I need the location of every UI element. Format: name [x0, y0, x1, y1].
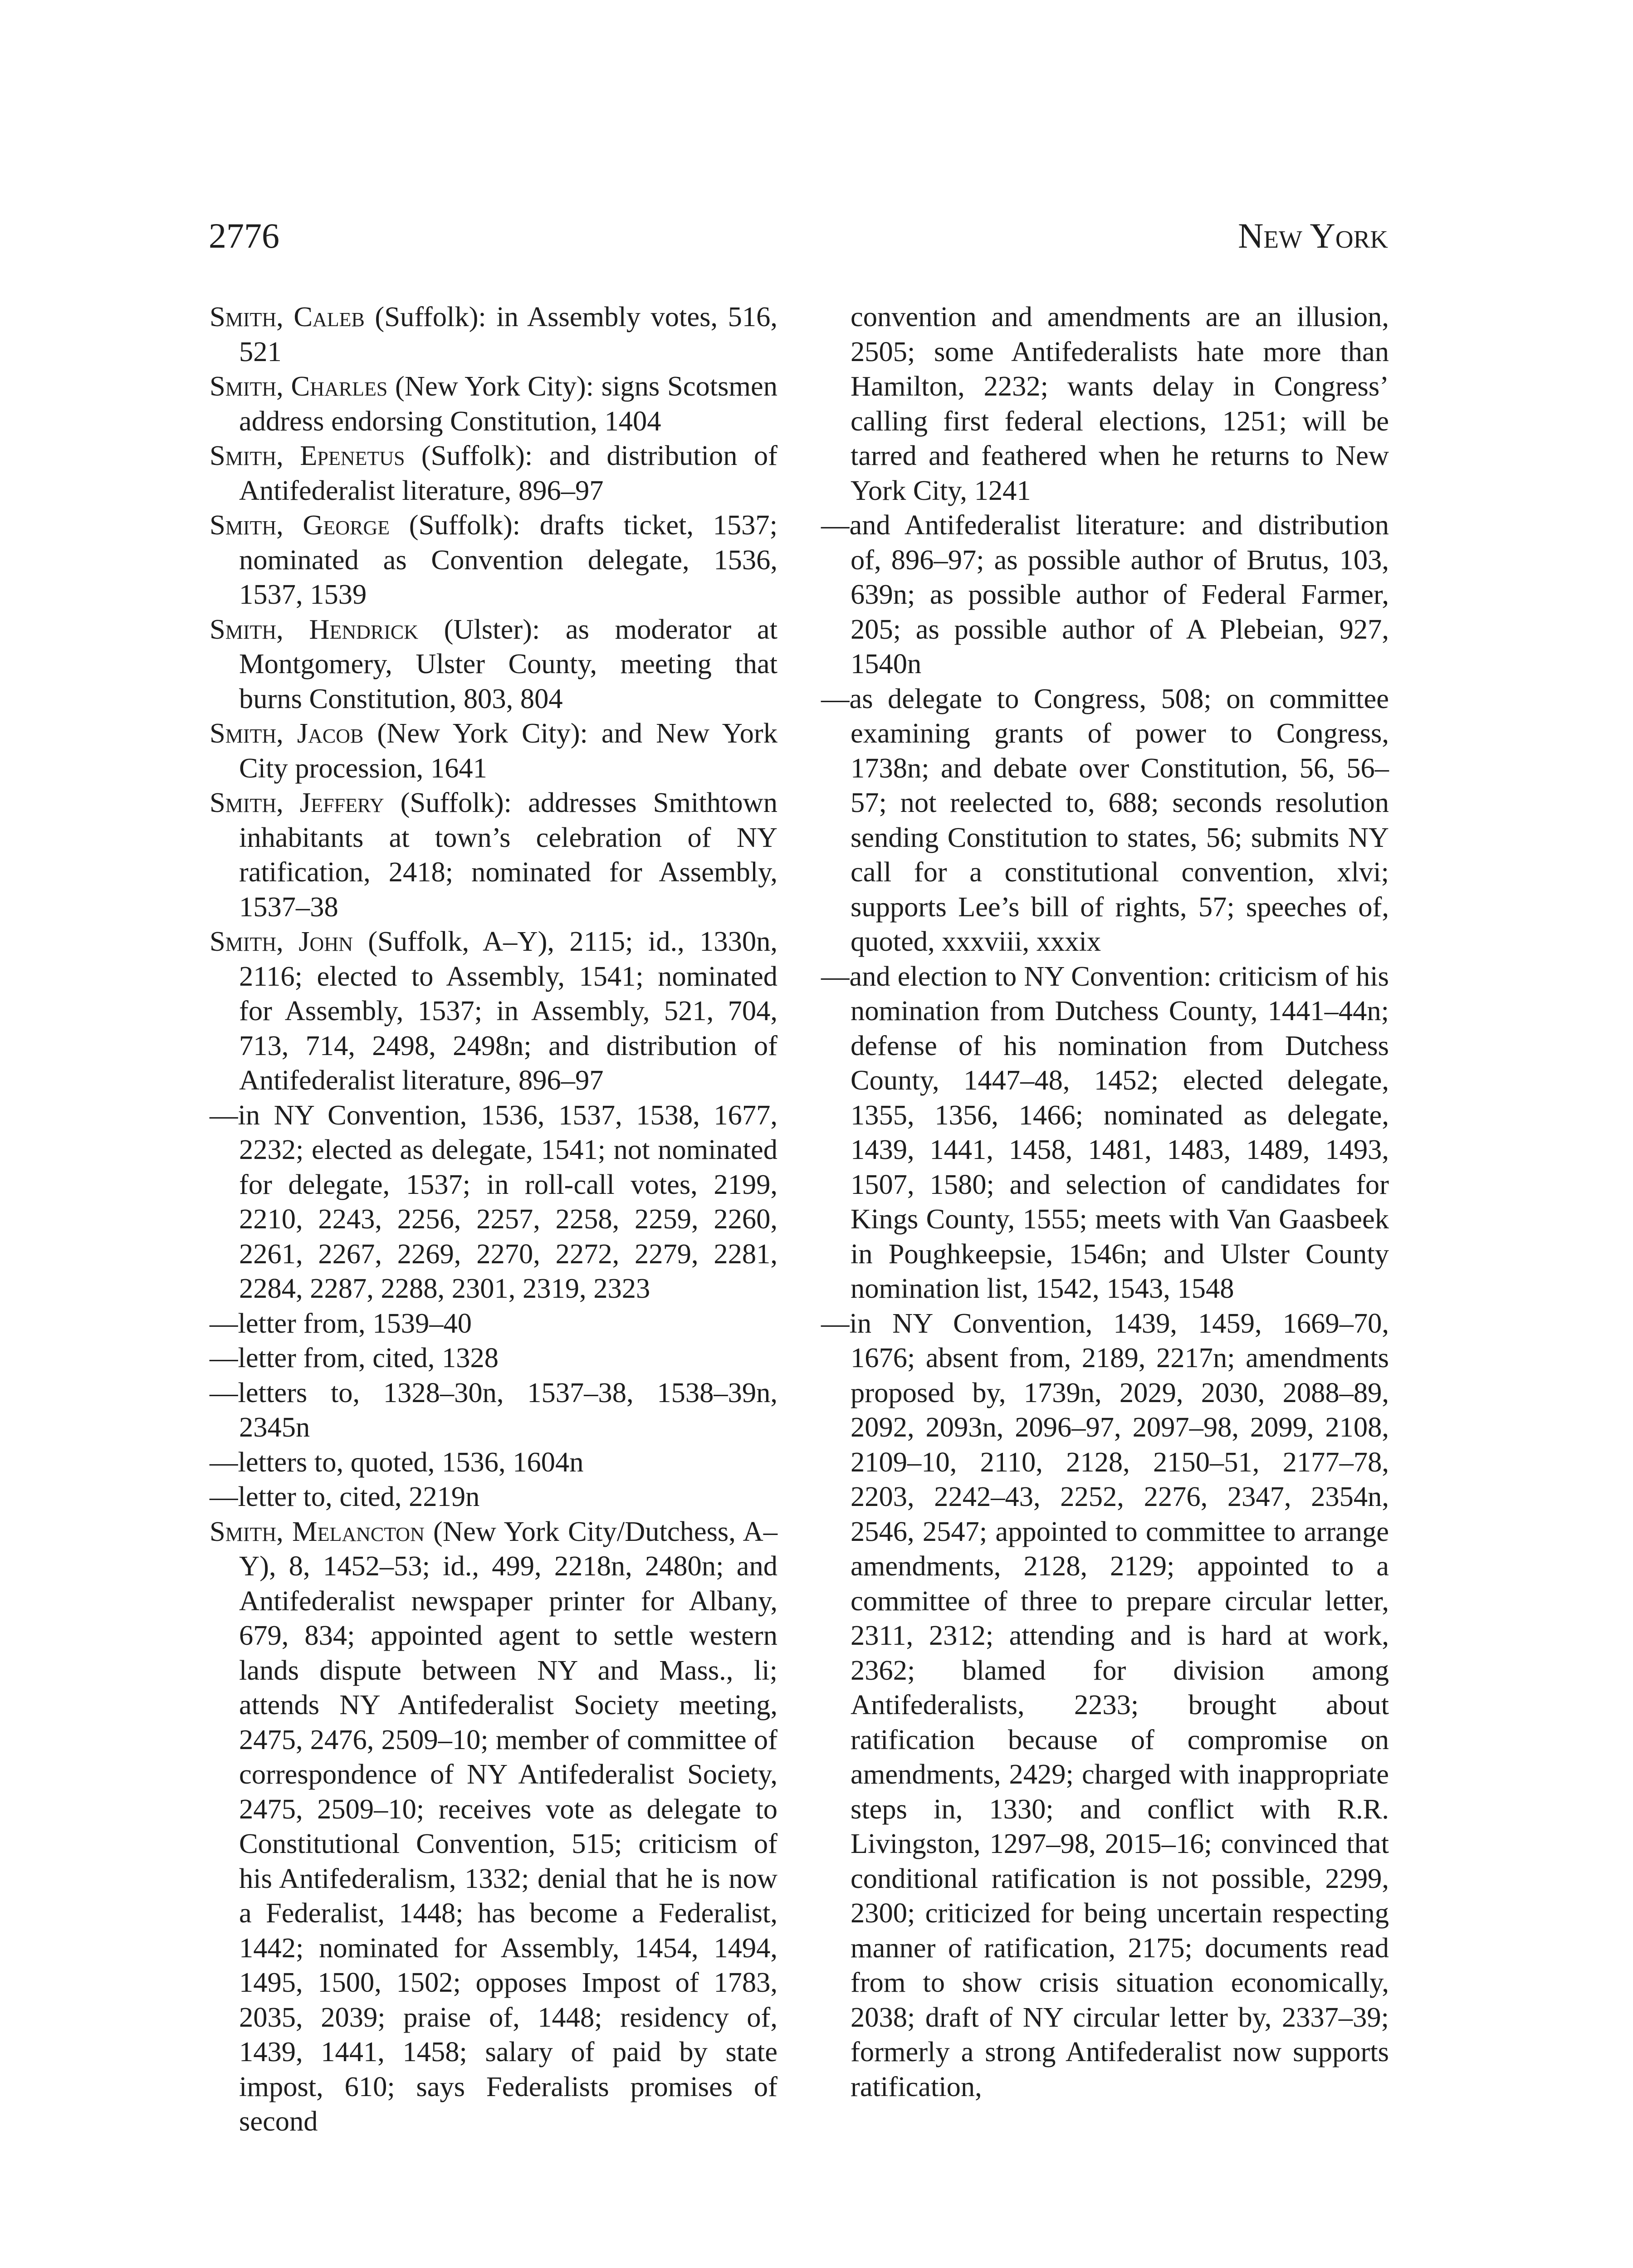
index-subentry — [210, 1340, 777, 1375]
entry-name: Smith, Jeffery — [210, 787, 384, 818]
index-subentry — [210, 1306, 777, 1341]
index-entry — [210, 369, 777, 438]
index-column-right — [821, 299, 1389, 2104]
entry-text: convention and amendments are an illusion, 2505; some Antifederalists hate more than Hamilton, 2232; wants delay in Congress’ calling first federal elections, 1251; will be tarred and feathered when he returns to New York City, 1241 — [851, 301, 1389, 506]
entry-text: —letters to, 1328–30n, 1537–38, 1538–39n, 2345n — [210, 1376, 777, 1443]
index-subentry — [210, 1098, 777, 1306]
entry-text: (Suffolk, A–Y), 2115; id., 1330n, 2116; elected to Assembly, 1541; nominated for Assembly, 1537; in Assembly, 521, 704, 713, 714, 2498, 2498n; and distribution of Antifederalist literature, 896–97 — [239, 925, 777, 1096]
entry-text: —letters to, quoted, 1536, 1604n — [210, 1446, 584, 1478]
index-subentry — [821, 681, 1389, 959]
entry-text: (New York City): signs Scotsmen address endorsing Constitution, 1404 — [239, 370, 778, 437]
index-subentry — [821, 508, 1389, 681]
index-entry — [210, 785, 777, 924]
entry-text: —in NY Convention, 1536, 1537, 1538, 1677, 2232; elected as delegate, 1541; not nominated for delegate, 1537; in roll-call votes, 2199, 2210, 2243, 2256, 2257, 2258, 2259, 2260, 2261, 2267, 2269, 2270, 2272, 2279, 2281, 2284, 2287, 2288, 2301, 2319, 2323 — [210, 1099, 777, 1304]
index-entry — [210, 438, 777, 508]
entry-text: (Suffolk): addresses Smithtown inhabitants at town’s celebration of NY ratification, 2418; nominated for Assembly, 1537–38 — [239, 787, 777, 923]
entry-text: (New York City/Dutchess, A–Y), 8, 1452–53; id., 499, 2218n, 2480n; and Antifederalist newspaper printer for Albany, 679, 834; appointed agent to settle western lands dispute between NY and Mass., li; attends NY Antifederalist Society meeting, 2475, 2476, 2509–10; member of committee of correspondence of NY Antifederalist Society, 2475, 2509–10; receives vote as delegate to Constitutional Convention, 515; criticism of his Antifederalism, 1332; denial that he is now a Federalist, 1448; has become a Federalist, 1442; nominated for Assembly, 1454, 1494, 1495, 1500, 1502; opposes Impost of 1783, 2035, 2039; praise of, 1448; residency of, 1439, 1441, 1458; salary of paid by state impost, 610; says Federalists promises of second — [239, 1515, 778, 2137]
entry-text: (Suffolk): and distribution of Antifederalist literature, 896–97 — [239, 440, 777, 506]
index-entry — [210, 924, 777, 1098]
entry-text: —as delegate to Congress, 508; on committee examining grants of power to Congress, 1738n; and debate over Constitution, 56, 56–57; not reelected to, 688; seconds resolution sending Constitution to states, 56; submits NY call for a constitutional convention, xlvi; supports Lee’s bill of rights, 57; speeches of, quoted, xxxviii, xxxix — [821, 682, 1389, 957]
index-subentry — [821, 1306, 1389, 2104]
entry-text: —letter from, cited, 1328 — [210, 1342, 499, 1374]
entry-name: Smith, Jacob — [210, 717, 364, 749]
entry-text: (Suffolk): in Assembly votes, 516, 521 — [239, 301, 777, 367]
running-head: New York — [1238, 216, 1388, 255]
entry-text: (New York City): and New York City procession, 1641 — [239, 717, 777, 784]
entry-name: Smith, John — [210, 925, 353, 957]
index-subentry — [210, 1479, 777, 1514]
page-number: 2776 — [209, 216, 279, 255]
entry-name: Smith, Epenetus — [210, 440, 405, 471]
index-entry — [210, 299, 777, 369]
entry-text: (Ulster): as moderator at Montgomery, Ulster County, meeting that burns Constitution, 803, 804 — [239, 613, 777, 714]
entry-text: (Suffolk): drafts ticket, 1537; nominated as Convention delegate, 1536, 1537, 1539 — [239, 509, 777, 610]
entry-name: Smith, Caleb — [210, 301, 365, 332]
index-entry — [210, 612, 777, 716]
index-entry — [210, 508, 777, 612]
index-subentry — [210, 1445, 777, 1480]
entry-text: —and election to NY Convention: criticism of his nomination from Dutchess County, 1441–44n; defense of his nomination from Dutchess County, 1447–48, 1452; elected delegate, 1355, 1356, 1466; nominated as delegate, 1439, 1441, 1458, 1481, 1483, 1489, 1493, 1507, 1580; and selection of candidates for Kings County, 1555; meets with Van Gaasbeek in Poughkeepsie, 1546n; and Ulster County nomination list, 1542, 1543, 1548 — [821, 960, 1389, 1304]
entry-name: Smith, Charles — [210, 370, 388, 402]
entry-text: —in NY Convention, 1439, 1459, 1669–70, 1676; absent from, 2189, 2217n; amendments proposed by, 1739n, 2029, 2030, 2088–89, 2092, 2093n, 2096–97, 2097–98, 2099, 2108, 2109–10, 2110, 2128, 2150–51, 2177–78, 2203, 2242–43, 2252, 2276, 2347, 2354n, 2546, 2547; appointed to committee to arrange amendments, 2128, 2129; appointed to a committee of three to prepare circular letter, 2311, 2312; attending and is hard at work, 2362; blamed for division among Antifederalists, 2233; brought about ratification because of compromise on amendments, 2429; charged with inappropriate steps in, 1330; and conflict with R.R. Livingston, 1297–98, 2015–16; convinced that conditional ratification is not possible, 2299, 2300; criticized for being uncertain respecting manner of ratification, 2175; documents read from to show crisis situation economically, 2038; draft of NY circular letter by, 2337–39; formerly a strong Antifederalist now supports ratification, — [821, 1307, 1389, 2102]
entry-text: —letter to, cited, 2219n — [210, 1481, 480, 1512]
entry-text: —letter from, 1539–40 — [210, 1307, 472, 1339]
entry-name: Smith, Hendrick — [210, 613, 419, 645]
index-subentry — [821, 299, 1389, 508]
entry-name: Smith, Melancton — [210, 1515, 425, 1547]
entry-text: —and Antifederalist literature: and distribution of, 896–97; as possible author of Brutus, 103, 639n; as possible author of Federal Farmer, 205; as possible author of A Plebeian, 927, 1540n — [821, 509, 1389, 679]
entry-name: Smith, George — [210, 509, 390, 541]
index-entry — [210, 716, 777, 785]
index-column-left — [210, 299, 777, 2139]
index-subentry — [210, 1375, 777, 1445]
index-entry — [210, 1514, 777, 2139]
index-subentry — [821, 959, 1389, 1306]
